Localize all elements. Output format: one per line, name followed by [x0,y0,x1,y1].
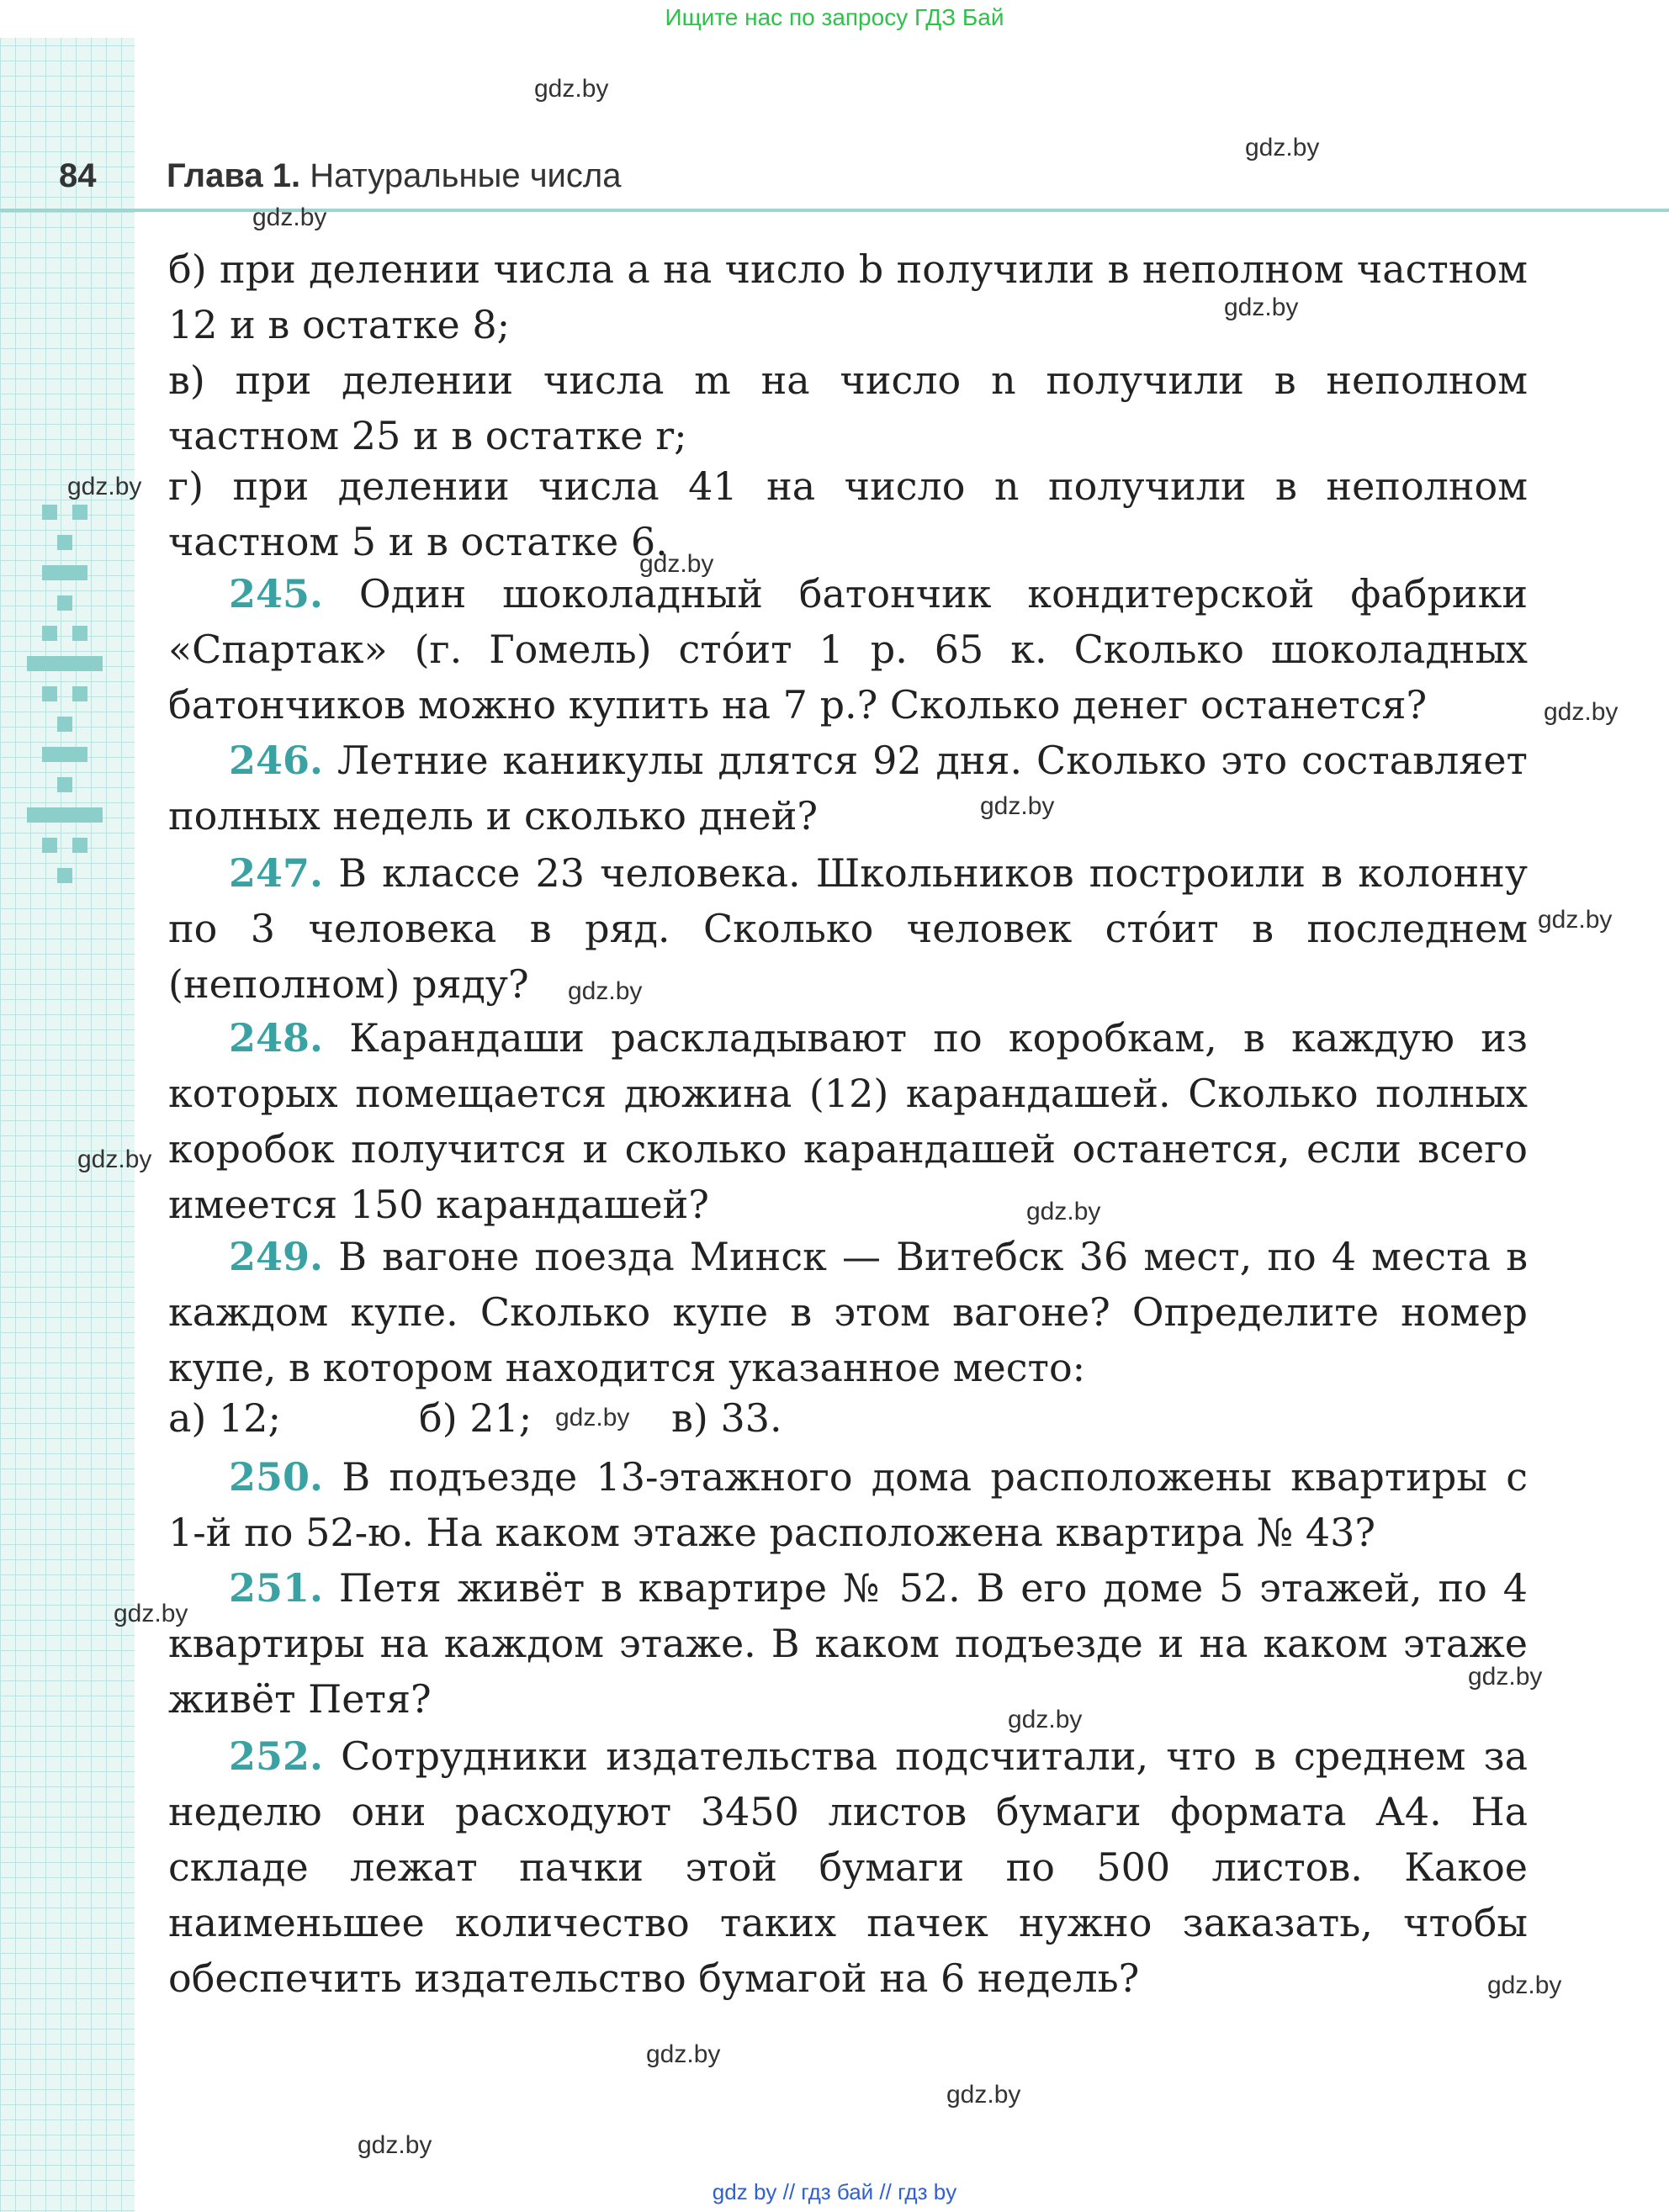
problem-number: 248. [229,1015,324,1061]
problem-number: 247. [229,850,324,896]
problem-248 [168,1010,1528,1232]
item-text: при делении числа 41 на число n получили в неполном частном 5 и в остатке 6. [168,463,1528,564]
watermark: gdz.by [568,977,643,1005]
item-label: в) [168,357,205,403]
problem-text: В подъезде 13-этажного дома расположены квартиры с 1-й по 52-ю. На каком этаже расположена квартира № 43? [168,1454,1528,1555]
item-label: б) [168,246,207,292]
problem-number: 251. [229,1565,324,1611]
watermark: gdz.by [1224,294,1299,321]
watermark: gdz.by [77,1146,152,1173]
watermark: gdz.by [67,473,142,500]
item-b [168,241,1528,352]
footer-links: gdz by // гдз бай // гдз by [712,2179,957,2204]
watermark: gdz.by [555,1404,630,1431]
watermark: gdz.by [639,550,714,578]
problem-249 [168,1229,1528,1395]
item-text: при делении числа m на число n получили в неполном частном 25 и в остатке r; [168,357,1528,458]
problem-247 [168,845,1528,1012]
item-g [168,458,1528,569]
watermark: gdz.by [946,2081,1021,2109]
watermark: gdz.by [980,792,1055,820]
item-label: г) [168,463,204,509]
problem-text: В вагоне поезда Минск — Витебск 36 мест, по 4 места в каждом купе. Сколько купе в этом вагоне? Определите номер купе, в котором находится указанное место: [168,1234,1529,1390]
option-b: б) 21; [419,1395,532,1441]
option-a: а) 12; [168,1395,282,1441]
options-249 [168,1390,1009,1446]
watermark: gdz.by [1468,1663,1543,1691]
problem-text: Один шоколадный батончик кондитерской фабрики «Спартак» (г. Гомель) сто́ит 1 р. 65 к. Сколько шоколадных батончиков можно купить на 7 р.? Сколько денег останется? [168,571,1528,728]
problem-number: 249. [229,1234,324,1279]
problem-text: Петя живёт в квартире № 52. В его доме 5 этажей, по 4 квартиры на каждом этаже. В каком подъезде и на каком этаже живёт Петя? [168,1565,1528,1722]
watermark: gdz.by [1538,906,1613,934]
watermark: gdz.by [1487,1971,1562,1999]
problem-246 [168,733,1528,844]
problem-text: Карандаши раскладывают по коробкам, в каждую из которых помещается дюжина (12) карандашей. Сколько полных коробок получится и сколько карандашей останется, если всего имеется 150 карандашей? [168,1015,1529,1227]
chapter-prefix: Глава 1. [167,157,301,194]
watermark: gdz.by [114,1600,188,1627]
problem-text: В классе 23 человека. Школьников построили в колонну по 3 человека в ряд. Сколько человек сто́ит в последнем (неполном) ряду? [168,850,1528,1007]
problem-number: 245. [229,571,324,617]
problem-250 [168,1449,1528,1560]
watermark: gdz.by [1544,698,1619,726]
problem-number: 246. [229,738,324,783]
watermark: gdz.by [358,2131,432,2159]
watermark: gdz.by [1026,1198,1101,1225]
watermark: gdz.by [534,75,609,103]
problem-251 [168,1560,1528,1727]
watermark: gdz.by [646,2040,721,2068]
chapter-title: Натуральные числа [310,157,622,194]
item-v [168,352,1528,463]
problem-text: Сотрудники издательства подсчитали, что в среднем за неделю они расходуют 3450 листов бумаги формата А4. На складе лежат пачки этой бумаги по 500 листов. Какое наименьшее количество таких пачек нужно заказать, чтобы обеспечить издательство бумагой на 6 недель? [168,1733,1529,2001]
problem-252 [168,1728,1528,2006]
page-number: 84 [59,157,97,194]
watermark: gdz.by [1245,134,1320,161]
watermark: gdz.by [252,204,327,231]
watermark: gdz.by [1008,1706,1083,1733]
option-c: в) 33. [671,1395,782,1441]
problem-text: Летние каникулы длятся 92 дня. Сколько это составляет полных недель и сколько дней? [168,738,1528,839]
problem-245 [168,566,1528,733]
problem-number: 250. [229,1454,324,1500]
top-banner: Ищите нас по запросу ГДЗ Бай [665,4,1004,30]
chapter-heading [167,157,622,194]
problem-number: 252. [229,1733,324,1779]
item-text: при делении числа a на число b получили в неполном частном 12 и в остатке 8; [168,246,1529,347]
